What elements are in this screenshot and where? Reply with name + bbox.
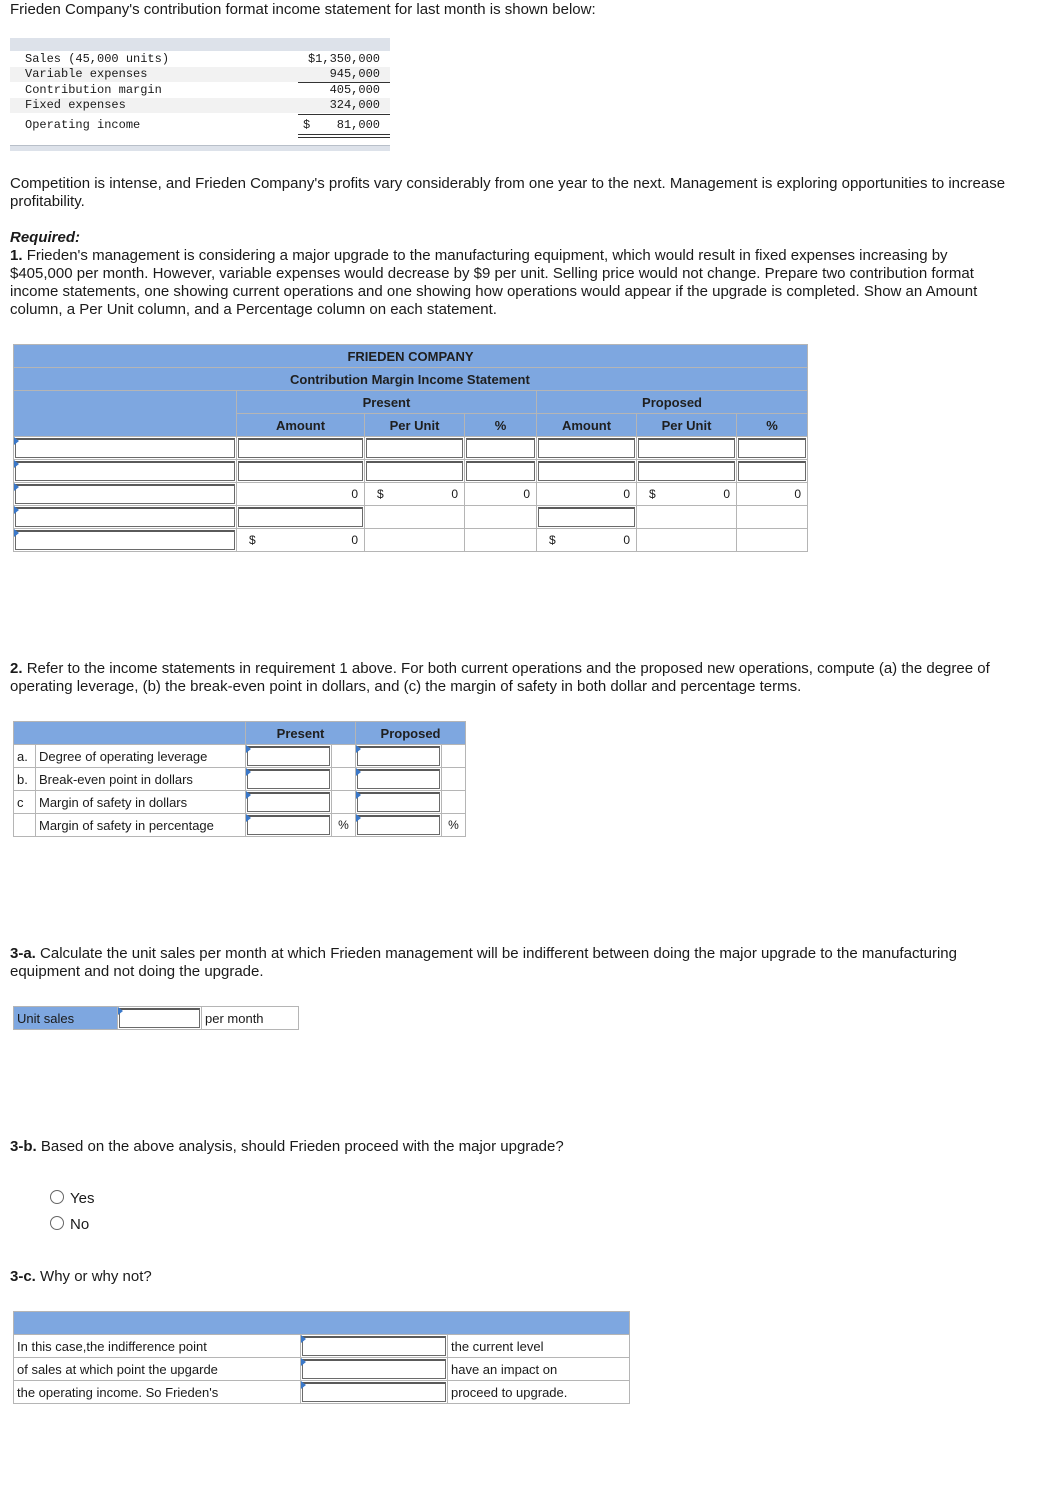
- proposed-breakeven-input[interactable]: [356, 768, 442, 791]
- competition-text: Competition is intense, and Frieden Company's profits vary considerably from one year to the next. Management is exploring opportunities to increase profitability.: [10, 175, 1006, 210]
- proposed-header: Proposed: [537, 391, 808, 414]
- answer-dropdown[interactable]: [301, 1381, 448, 1404]
- spacer-cell: [332, 791, 356, 814]
- proposed-amount-cell: [537, 483, 637, 506]
- sentence-part: In this case,the indifference point: [14, 1335, 301, 1358]
- table-row: [14, 791, 466, 814]
- statement-top-bar: [10, 38, 390, 51]
- sales-value: $1,350,000: [307, 52, 380, 66]
- operating-income-label: Operating income: [25, 118, 141, 132]
- proposed-mos-dollars-input[interactable]: [356, 791, 442, 814]
- row-label: Degree of operating leverage: [36, 745, 246, 768]
- req3a-number: 3-a.: [10, 945, 36, 962]
- row-letter: c: [14, 791, 36, 814]
- radio-icon[interactable]: [50, 1216, 64, 1230]
- req3c-text: [10, 1268, 152, 1286]
- proposed-header: Proposed: [356, 722, 466, 745]
- proposed-per-unit-cell: [637, 506, 737, 529]
- present-per-unit-cell: [365, 529, 465, 552]
- operating-income-value: 81,000: [336, 118, 380, 132]
- spacer-cell: [442, 745, 466, 768]
- contribution-margin-row: [10, 83, 390, 98]
- table-row: [14, 1358, 630, 1381]
- statement-row: [14, 529, 808, 552]
- income-statement-table: [13, 344, 808, 552]
- operating-income-currency: $: [303, 118, 311, 132]
- label-column-header: [14, 722, 246, 745]
- sentence-part: the operating income. So Frieden's: [14, 1381, 301, 1404]
- req3b-body: Based on the above analysis, should Frieden proceed with the major upgrade?: [40, 1138, 564, 1155]
- present-amount-cell: [237, 483, 365, 506]
- row-label-input[interactable]: [14, 460, 237, 483]
- spacer-cell: [442, 791, 466, 814]
- present-amount-value: 0: [351, 487, 358, 501]
- proposed-amount-input[interactable]: [537, 460, 637, 483]
- table-row: [14, 745, 466, 768]
- proposed-amount-input[interactable]: [537, 437, 637, 460]
- statement-row: [14, 460, 808, 483]
- present-per-unit-input[interactable]: [365, 437, 465, 460]
- present-per-unit-input[interactable]: [365, 460, 465, 483]
- req1-text: [10, 247, 1010, 319]
- present-pct-cell: [465, 506, 537, 529]
- row-label: Margin of safety in dollars: [36, 791, 246, 814]
- present-breakeven-input[interactable]: [246, 768, 332, 791]
- present-pct-header: %: [465, 414, 537, 437]
- contribution-margin-label: Contribution margin: [25, 83, 162, 97]
- proposed-dol-input[interactable]: [356, 745, 442, 768]
- currency-symbol: $: [649, 487, 656, 501]
- contribution-margin-value: 405,000: [329, 83, 380, 97]
- req1-body: Frieden's management is considering a major upgrade to the manufacturing equipment, which would result in fixed expenses increasing by $405,000 per month. However, variable expenses would decrease by $9 per unit. Selling price would not change. Prepare two contribution format income statements, one showing current operations and one showing how operations would appear if the upgrade is completed. Show an Amount column, a Per Unit column, and a Percentage column on each statement.: [10, 247, 978, 318]
- spacer-cell: [332, 745, 356, 768]
- statement-row: [14, 437, 808, 460]
- proposed-pct-cell: [737, 483, 808, 506]
- row-label-input[interactable]: [14, 483, 237, 506]
- proposed-pct-input[interactable]: [737, 437, 808, 460]
- why-table-header: [14, 1312, 630, 1335]
- proposed-pct-header: %: [737, 414, 808, 437]
- present-dol-input[interactable]: [246, 745, 332, 768]
- no-label: No: [70, 1216, 90, 1233]
- no-radio-option[interactable]: [50, 1216, 89, 1234]
- present-amount-cell: [237, 529, 365, 552]
- pct-sign: %: [442, 814, 466, 837]
- present-amount-input[interactable]: [237, 437, 365, 460]
- req1-number: 1.: [10, 247, 23, 264]
- sentence-part: the current level: [448, 1335, 630, 1358]
- variable-expenses-label: Variable expenses: [25, 67, 148, 81]
- req2-text: [10, 660, 1010, 696]
- proposed-mos-pct-input[interactable]: [356, 814, 442, 837]
- table-row: [14, 814, 466, 837]
- double-underline: [298, 134, 390, 135]
- spacer-cell: [332, 768, 356, 791]
- present-pct-cell: [465, 529, 537, 552]
- per-month-label: per month: [202, 1007, 299, 1030]
- present-header: Present: [237, 391, 537, 414]
- label-column-header: [14, 391, 237, 437]
- fixed-expenses-label: Fixed expenses: [25, 98, 126, 112]
- req3a-body: Calculate the unit sales per month at which Frieden management will be indifferent between doing the major upgrade to the manufacturing equipment and not doing the upgrade.: [10, 945, 957, 980]
- proposed-pct-cell: [737, 529, 808, 552]
- unit-sales-label: Unit sales: [14, 1007, 118, 1030]
- proposed-per-unit-cell: [637, 483, 737, 506]
- answer-dropdown[interactable]: [301, 1335, 448, 1358]
- row-label-input[interactable]: [14, 506, 237, 529]
- currency-symbol: $: [377, 487, 384, 501]
- sentence-part: have an impact on: [448, 1358, 630, 1381]
- proposed-amount-header: Amount: [537, 414, 637, 437]
- why-table: [13, 1311, 630, 1404]
- present-per-unit-value: 0: [451, 487, 458, 501]
- statement-row: [14, 506, 808, 529]
- req3b-text: [10, 1138, 1010, 1156]
- required-label: Required:: [10, 229, 81, 246]
- req3b-number: 3-b.: [10, 1138, 37, 1155]
- operating-income-row: [10, 118, 390, 133]
- row-letter: b.: [14, 768, 36, 791]
- spacer-cell: [442, 768, 466, 791]
- statement-bottom-bar: [10, 145, 390, 151]
- unit-sales-input[interactable]: [118, 1007, 202, 1030]
- proposed-per-unit-header: Per Unit: [637, 414, 737, 437]
- table-row: [14, 1335, 630, 1358]
- present-mos-dollars-input[interactable]: [246, 791, 332, 814]
- row-letter: a.: [14, 745, 36, 768]
- variable-expenses-row: [10, 67, 390, 82]
- present-mos-pct-input[interactable]: [246, 814, 332, 837]
- proposed-per-unit-input[interactable]: [637, 460, 737, 483]
- present-amount-input[interactable]: [237, 460, 365, 483]
- yes-label: Yes: [70, 1190, 95, 1207]
- proposed-per-unit-cell: [637, 529, 737, 552]
- answer-dropdown[interactable]: [301, 1358, 448, 1381]
- company-name: FRIEDEN COMPANY: [14, 345, 808, 368]
- sales-label: Sales (45,000 units): [25, 52, 170, 66]
- present-per-unit-cell: [365, 483, 465, 506]
- radio-icon[interactable]: [50, 1190, 64, 1204]
- proposed-pct-cell: [737, 506, 808, 529]
- present-per-unit-header: Per Unit: [365, 414, 465, 437]
- leverage-table: [13, 721, 466, 837]
- present-pct-cell: [465, 483, 537, 506]
- variable-expenses-value: 945,000: [329, 67, 380, 81]
- proposed-per-unit-value: 0: [723, 487, 730, 501]
- proposed-per-unit-input[interactable]: [637, 437, 737, 460]
- row-label: Margin of safety in percentage: [36, 814, 246, 837]
- sentence-part: of sales at which point the upgarde: [14, 1358, 301, 1381]
- row-label-input[interactable]: [14, 529, 237, 552]
- sentence-part: proceed to upgrade.: [448, 1381, 630, 1404]
- yes-radio-option[interactable]: [50, 1190, 94, 1208]
- present-pct-input[interactable]: [465, 460, 537, 483]
- row-label: Break-even point in dollars: [36, 768, 246, 791]
- present-amount-input[interactable]: [237, 506, 365, 529]
- present-pct-input[interactable]: [465, 437, 537, 460]
- proposed-pct-value: 0: [794, 487, 802, 501]
- table-row: [14, 1381, 630, 1404]
- currency-symbol: $: [549, 533, 556, 547]
- req3c-body: Why or why not?: [40, 1268, 152, 1285]
- row-label-input[interactable]: [14, 437, 237, 460]
- statement-row: [14, 483, 808, 506]
- req3a-text: [10, 945, 1010, 981]
- proposed-amount-input[interactable]: [537, 506, 637, 529]
- currency-symbol: $: [249, 533, 256, 547]
- req2-number: 2.: [10, 660, 23, 677]
- proposed-amount-value: 0: [623, 487, 630, 501]
- req3c-number: 3-c.: [10, 1268, 36, 1285]
- underline: [298, 114, 390, 115]
- present-amount-header: Amount: [237, 414, 365, 437]
- present-amount-value: 0: [351, 533, 358, 547]
- unit-sales-table: [13, 1006, 299, 1030]
- double-underline: [298, 137, 390, 138]
- row-letter: [14, 814, 36, 837]
- proposed-pct-input[interactable]: [737, 460, 808, 483]
- fixed-expenses-row: [10, 98, 390, 113]
- present-header: Present: [246, 722, 356, 745]
- fixed-expenses-value: 324,000: [329, 98, 380, 112]
- sales-row: [10, 52, 390, 67]
- pct-sign: %: [332, 814, 356, 837]
- req2-body: Refer to the income statements in requirement 1 above. For both current operations and the proposed new operations, compute (a) the degree of operating leverage, (b) the break-even point in dollars, and (c) the margin of safety in both dollar and percentage terms.: [10, 660, 990, 695]
- intro-text: Frieden Company's contribution format income statement for last month is shown below:: [10, 1, 596, 18]
- present-per-unit-cell: [365, 506, 465, 529]
- proposed-amount-cell: [537, 529, 637, 552]
- given-income-statement: [10, 38, 390, 150]
- statement-title: Contribution Margin Income Statement: [14, 368, 808, 391]
- table-row: [14, 768, 466, 791]
- present-pct-value: 0: [523, 487, 530, 501]
- proposed-amount-value: 0: [623, 533, 630, 547]
